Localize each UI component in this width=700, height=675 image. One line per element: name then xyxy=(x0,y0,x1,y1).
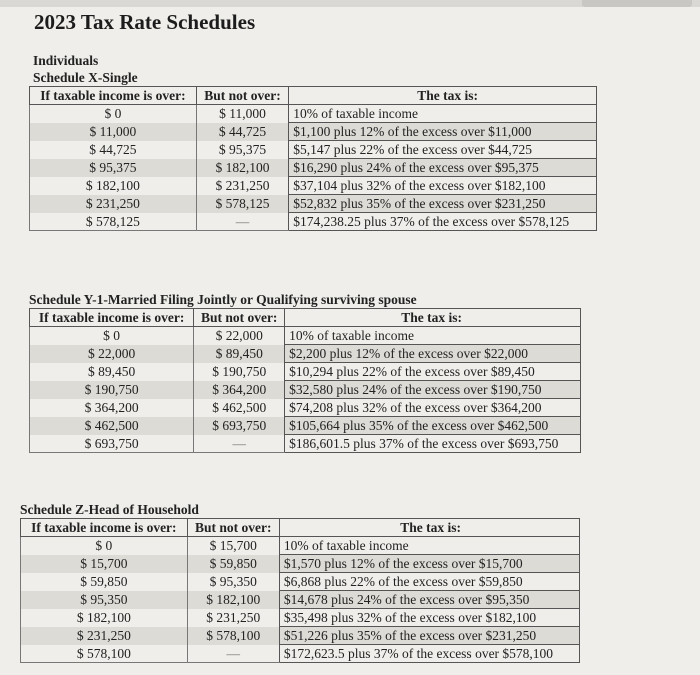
not-over-cell: $ 693,750 xyxy=(194,417,285,435)
over-cell: $ 95,350 xyxy=(21,591,188,609)
tax-cell: $10,294 plus 22% of the excess over $89,450 xyxy=(285,363,581,381)
tax-cell: $174,238.25 plus 37% of the excess over $578,125 xyxy=(289,213,597,231)
over-cell: $ 44,725 xyxy=(30,141,197,159)
not-over-cell: $ 578,125 xyxy=(196,195,288,213)
table-header-row xyxy=(21,519,580,537)
table-row xyxy=(30,363,581,381)
top-bar xyxy=(0,0,700,7)
schedule-y-title: Schedule Y-1-Married Filing Jointly or Qualifying surviving spouse xyxy=(29,292,417,307)
table-row xyxy=(30,417,581,435)
header-tax-cell: The tax is: xyxy=(279,519,579,537)
not-over-cell: — xyxy=(194,435,285,453)
not-over-cell: — xyxy=(196,213,288,231)
over-cell: $ 95,375 xyxy=(30,159,197,177)
schedule-x-table xyxy=(29,86,597,231)
header-not-over-cell: But not over: xyxy=(194,309,285,327)
header-tax-cell: The tax is: xyxy=(289,87,597,105)
schedule-x-title: Schedule X-Single xyxy=(33,70,138,85)
not-over-cell: $ 11,000 xyxy=(196,105,288,123)
over-cell: $ 462,500 xyxy=(30,417,194,435)
over-cell: $ 59,850 xyxy=(21,573,188,591)
over-cell: $ 0 xyxy=(21,537,188,555)
over-cell: $ 578,100 xyxy=(21,645,188,663)
table-row xyxy=(30,213,597,231)
table-row xyxy=(21,627,580,645)
tax-cell: $16,290 plus 24% of the excess over $95,375 xyxy=(289,159,597,177)
over-cell: $ 182,100 xyxy=(21,609,188,627)
schedule-y-section xyxy=(29,291,581,453)
schedule-z-table xyxy=(20,518,580,663)
over-cell: $ 182,100 xyxy=(30,177,197,195)
not-over-cell: $ 89,450 xyxy=(194,345,285,363)
over-cell: $ 0 xyxy=(30,105,197,123)
tax-cell: $2,200 plus 12% of the excess over $22,000 xyxy=(285,345,581,363)
over-cell: $ 15,700 xyxy=(21,555,188,573)
table-row xyxy=(21,573,580,591)
tax-cell: $14,678 plus 24% of the excess over $95,350 xyxy=(279,591,579,609)
table-row xyxy=(30,123,597,141)
tax-cell: $35,498 plus 32% of the excess over $182,100 xyxy=(279,609,579,627)
not-over-cell: $ 231,250 xyxy=(187,609,279,627)
table-row xyxy=(21,609,580,627)
table-row xyxy=(30,159,597,177)
not-over-cell: $ 95,375 xyxy=(196,141,288,159)
tax-cell: $172,623.5 plus 37% of the excess over $578,100 xyxy=(279,645,579,663)
schedule-x-section xyxy=(33,52,597,231)
table-row xyxy=(21,645,580,663)
over-cell: $ 89,450 xyxy=(30,363,194,381)
over-cell: $ 693,750 xyxy=(30,435,194,453)
table-row xyxy=(30,381,581,399)
schedule-z-title: Schedule Z-Head of Household xyxy=(20,502,199,517)
header-not-over-cell: But not over: xyxy=(187,519,279,537)
top-bar-badge xyxy=(582,0,692,7)
over-cell: $ 22,000 xyxy=(30,345,194,363)
not-over-cell: $ 364,200 xyxy=(194,381,285,399)
not-over-cell: $ 15,700 xyxy=(187,537,279,555)
tax-cell: $37,104 plus 32% of the excess over $182,100 xyxy=(289,177,597,195)
header-over-cell: If taxable income is over: xyxy=(30,87,197,105)
not-over-cell: $ 190,750 xyxy=(194,363,285,381)
table-row xyxy=(30,105,597,123)
tax-cell: $186,601.5 plus 37% of the excess over $693,750 xyxy=(285,435,581,453)
schedule-group-label: Individuals xyxy=(33,53,99,68)
not-over-cell: $ 182,100 xyxy=(187,591,279,609)
table-row xyxy=(21,537,580,555)
not-over-cell: $ 95,350 xyxy=(187,573,279,591)
over-cell: $ 190,750 xyxy=(30,381,194,399)
tax-cell: $52,832 plus 35% of the excess over $231,250 xyxy=(289,195,597,213)
table-header-row xyxy=(30,87,597,105)
over-cell: $ 231,250 xyxy=(30,195,197,213)
over-cell: $ 0 xyxy=(30,327,194,345)
tax-cell: $5,147 plus 22% of the excess over $44,725 xyxy=(289,141,597,159)
table-header-row xyxy=(30,309,581,327)
tax-cell: $1,570 plus 12% of the excess over $15,700 xyxy=(279,555,579,573)
not-over-cell: $ 182,100 xyxy=(196,159,288,177)
not-over-cell: $ 231,250 xyxy=(196,177,288,195)
table-row xyxy=(30,327,581,345)
table-row xyxy=(21,555,580,573)
header-tax-cell: The tax is: xyxy=(285,309,581,327)
table-row xyxy=(30,177,597,195)
schedule-z-section xyxy=(20,501,580,663)
tax-cell: 10% of taxable income xyxy=(285,327,581,345)
header-over-cell: If taxable income is over: xyxy=(21,519,188,537)
tax-cell: $6,868 plus 22% of the excess over $59,850 xyxy=(279,573,579,591)
tax-cell: $32,580 plus 24% of the excess over $190,750 xyxy=(285,381,581,399)
tax-cell: $51,226 plus 35% of the excess over $231,250 xyxy=(279,627,579,645)
table-row xyxy=(21,591,580,609)
not-over-cell: $ 462,500 xyxy=(194,399,285,417)
table-row xyxy=(30,195,597,213)
table-row xyxy=(30,399,581,417)
over-cell: $ 364,200 xyxy=(30,399,194,417)
page-title: 2023 Tax Rate Schedules xyxy=(34,10,256,34)
over-cell: $ 231,250 xyxy=(21,627,188,645)
over-cell: $ 578,125 xyxy=(30,213,197,231)
tax-cell: 10% of taxable income xyxy=(289,105,597,123)
tax-cell: $105,664 plus 35% of the excess over $462,500 xyxy=(285,417,581,435)
schedule-y-table xyxy=(29,308,581,453)
not-over-cell: $ 578,100 xyxy=(187,627,279,645)
table-row xyxy=(30,345,581,363)
not-over-cell: $ 44,725 xyxy=(196,123,288,141)
not-over-cell: $ 22,000 xyxy=(194,327,285,345)
table-row xyxy=(30,435,581,453)
table-row xyxy=(30,141,597,159)
tax-cell: $74,208 plus 32% of the excess over $364,200 xyxy=(285,399,581,417)
tax-cell: $1,100 plus 12% of the excess over $11,000 xyxy=(289,123,597,141)
not-over-cell: — xyxy=(187,645,279,663)
over-cell: $ 11,000 xyxy=(30,123,197,141)
header-over-cell: If taxable income is over: xyxy=(30,309,194,327)
not-over-cell: $ 59,850 xyxy=(187,555,279,573)
header-not-over-cell: But not over: xyxy=(196,87,288,105)
tax-cell: 10% of taxable income xyxy=(279,537,579,555)
